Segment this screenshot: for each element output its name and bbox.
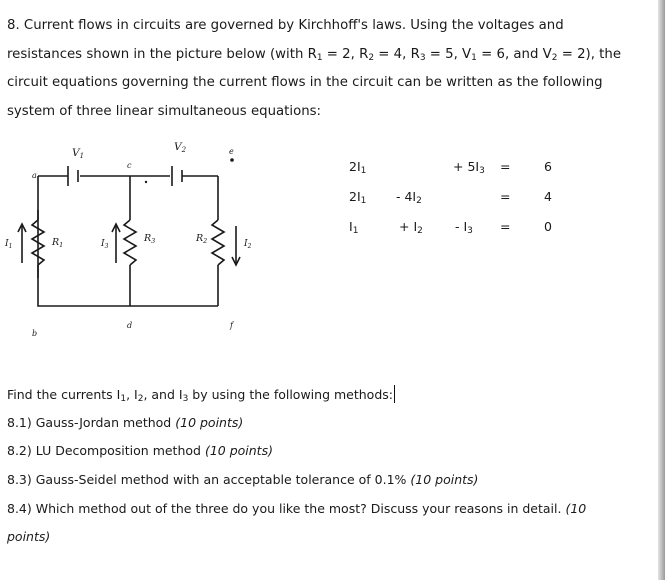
task-8-3: 8.3) Gauss-Seidel method with an acceptable tolerance of 0.1% (10 points) <box>7 472 479 487</box>
eq2-rhs: 4 <box>544 189 552 204</box>
label-r3: $R_3$ <box>144 233 156 245</box>
eq1-term3: + $5I_3$ <box>453 159 485 176</box>
node-e <box>230 158 234 162</box>
task-8-4: 8.4) Which method out of the three do you like the most? Discuss your reasons in detail. (10 <box>7 501 587 516</box>
problem-line-3: circuit equations governing the current flows in the circuit can be written as the following <box>7 75 603 90</box>
r2-resistor <box>212 220 224 265</box>
label-c: c <box>127 161 132 170</box>
label-v1: V1 <box>72 147 85 160</box>
problem-line-4: system of three linear simultaneous equations: <box>7 103 322 119</box>
label-f: f <box>230 321 233 330</box>
eq3-term1: $I_1$ <box>349 219 359 236</box>
find-currents-prompt: Find the currents $I_1$, $I_2$, and $I_3$ by using the following methods: <box>7 387 393 404</box>
label-v2: V2 <box>174 141 187 154</box>
label-r1: $R_1$ <box>52 237 64 249</box>
eq2-term1: $2I_1$ <box>349 189 367 206</box>
r3-resistor <box>124 220 136 265</box>
page-edge-shadow <box>658 0 665 580</box>
label-i2: $I_2$ <box>244 239 252 250</box>
label-r2: $R_2$ <box>196 233 208 245</box>
eq3-rhs: 0 <box>544 219 552 234</box>
task-8-2: 8.2) LU Decomposition method (10 points) <box>7 443 273 458</box>
problem-line-1: 8. Current flows in circuits are governed by Kirchhoff's laws. Using the voltages and <box>7 18 564 33</box>
label-a: a <box>32 171 37 180</box>
eq3-term3: - $I_3$ <box>455 219 473 236</box>
problem-line-2: resistances shown in the picture below (with $R_1 = 2$, $R_2 = 4$, $R_3 = 5$, $V_1 = 6$, and $V_2 = 2$), the <box>7 46 622 63</box>
eq1-term1: $2I_1$ <box>349 159 367 176</box>
label-b: b <box>32 329 38 338</box>
text-caret <box>394 385 395 403</box>
eq3-equals: = <box>500 219 511 234</box>
problem-statement <box>7 12 623 126</box>
label-i1: $I_1$ <box>5 239 13 250</box>
eq3-term2: + $I_2$ <box>399 219 423 236</box>
eq2-equals: = <box>500 189 511 204</box>
node-c-dot <box>145 181 147 183</box>
label-d: d <box>127 321 133 330</box>
task-8-1: 8.1) Gauss-Jordan method (10 points) <box>7 415 244 430</box>
label-i3: $I_3$ <box>101 239 109 250</box>
task-8-4-cont: points) <box>7 529 51 544</box>
eq1-equals: = <box>500 159 511 174</box>
label-e: e <box>229 147 234 156</box>
eq2-term2: - $4I_2$ <box>396 189 422 206</box>
circuit-diagram <box>0 128 300 343</box>
eq1-rhs: 6 <box>544 159 552 174</box>
